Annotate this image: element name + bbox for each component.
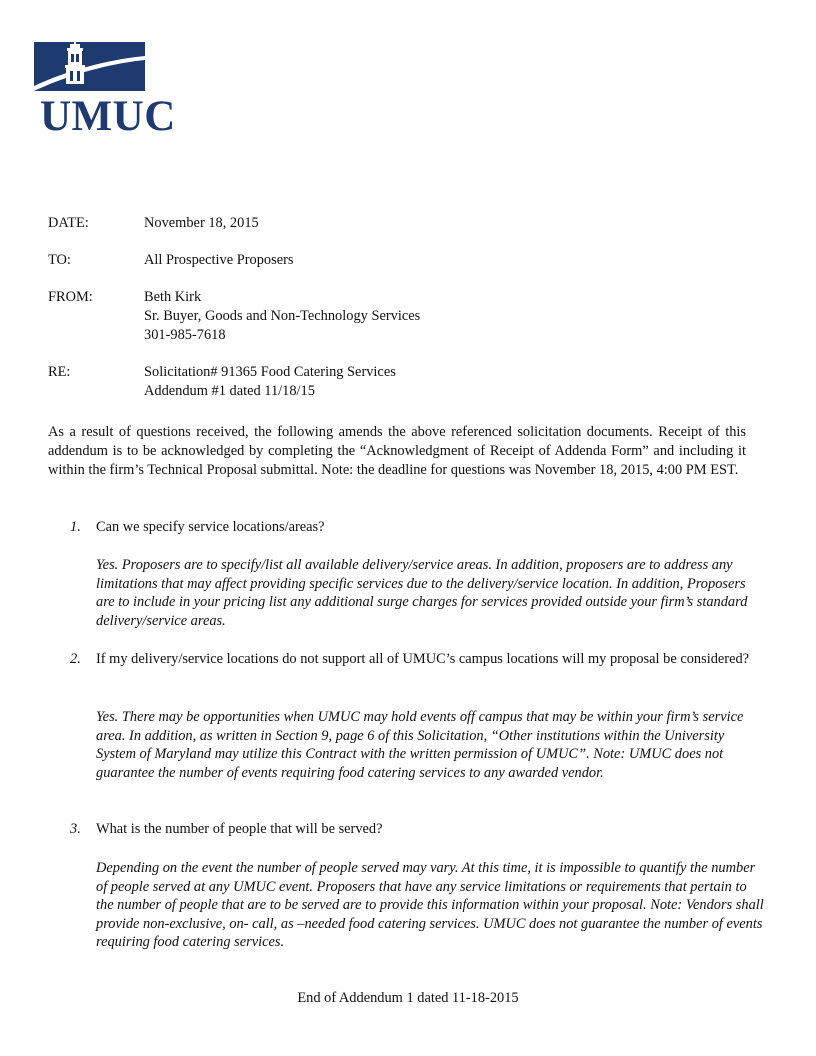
date-label: DATE: (48, 215, 89, 231)
umuc-logo (34, 30, 184, 140)
answer-1: Yes. Proposers are to specify/list all available delivery/service areas. In addition, proposers are to address any limitations that may affect providing specific services due to the delivery/service location. In addition, Proposers are to include in your pricing list any additional surge charges for services provided outside your firm’s standard delivery/service areas. (96, 557, 748, 629)
re-label: RE: (48, 364, 71, 380)
from-name: Beth Kirk (144, 289, 202, 305)
logo-wordmark: UMUC (40, 93, 176, 140)
answer-2: Yes. There may be opportunities when UMUC may hold events off campus that may be within your firm’s service area. In addition, as written in Section 9, page 6 of this Solicitation, “Other institutions within the University System of Maryland may utilize this Contract with the written permission of UMUC”. Note: UMUC does not guarantee the number of events requiring food catering services to any awarded vendor. (96, 709, 744, 781)
date-value: November 18, 2015 (144, 215, 259, 231)
question-text: If my delivery/service locations do not support all of UMUC’s campus locations will my proposal be considered? (96, 651, 750, 667)
from-phone: 301-985-7618 (144, 327, 226, 343)
question-text: What is the number of people that will be served? (96, 821, 383, 837)
question-text: Can we specify service locations/areas? (96, 519, 325, 535)
from-title: Sr. Buyer, Goods and Non-Technology Services (144, 308, 421, 324)
question-number: 2. (70, 651, 81, 667)
re-value (144, 363, 744, 401)
clock-tower-icon (34, 42, 145, 91)
to-value: All Prospective Proposers (144, 252, 294, 268)
end-of-addendum: End of Addendum 1 dated 11-18-2015 (297, 990, 519, 1006)
logo-emblem (34, 42, 145, 91)
re-solicitation: Solicitation# 91365 Food Catering Services (144, 364, 396, 380)
question-number: 3. (70, 821, 81, 837)
re-addendum: Addendum #1 dated 11/18/15 (144, 383, 315, 399)
from-value (144, 288, 744, 345)
question-number: 1. (70, 519, 81, 535)
from-label: FROM: (48, 289, 93, 305)
to-label: TO: (48, 252, 71, 268)
answer-3: Depending on the event the number of people served may vary. At this time, it is impossible to quantify the number of people served at any UMUC event. Proposers that have any service limitations or requirements that pertain to the number of people that are to be served are to provide this information within your proposal. Note: Vendors shall provide non-exclusive, on- call, as –needed food catering services. UMUC does not guarantee the number of events requiring food catering services. (96, 860, 764, 950)
intro-paragraph: As a result of questions received, the following amends the above referenced solicitation documents. Receipt of this addendum is to be acknowledged by completing the “Acknowledgment of Receipt of Addenda Form” and including it within the firm’s Technical Proposal submittal. Note: the deadline for questions was November 18, 2015, 4:00 PM EST. (48, 424, 746, 478)
